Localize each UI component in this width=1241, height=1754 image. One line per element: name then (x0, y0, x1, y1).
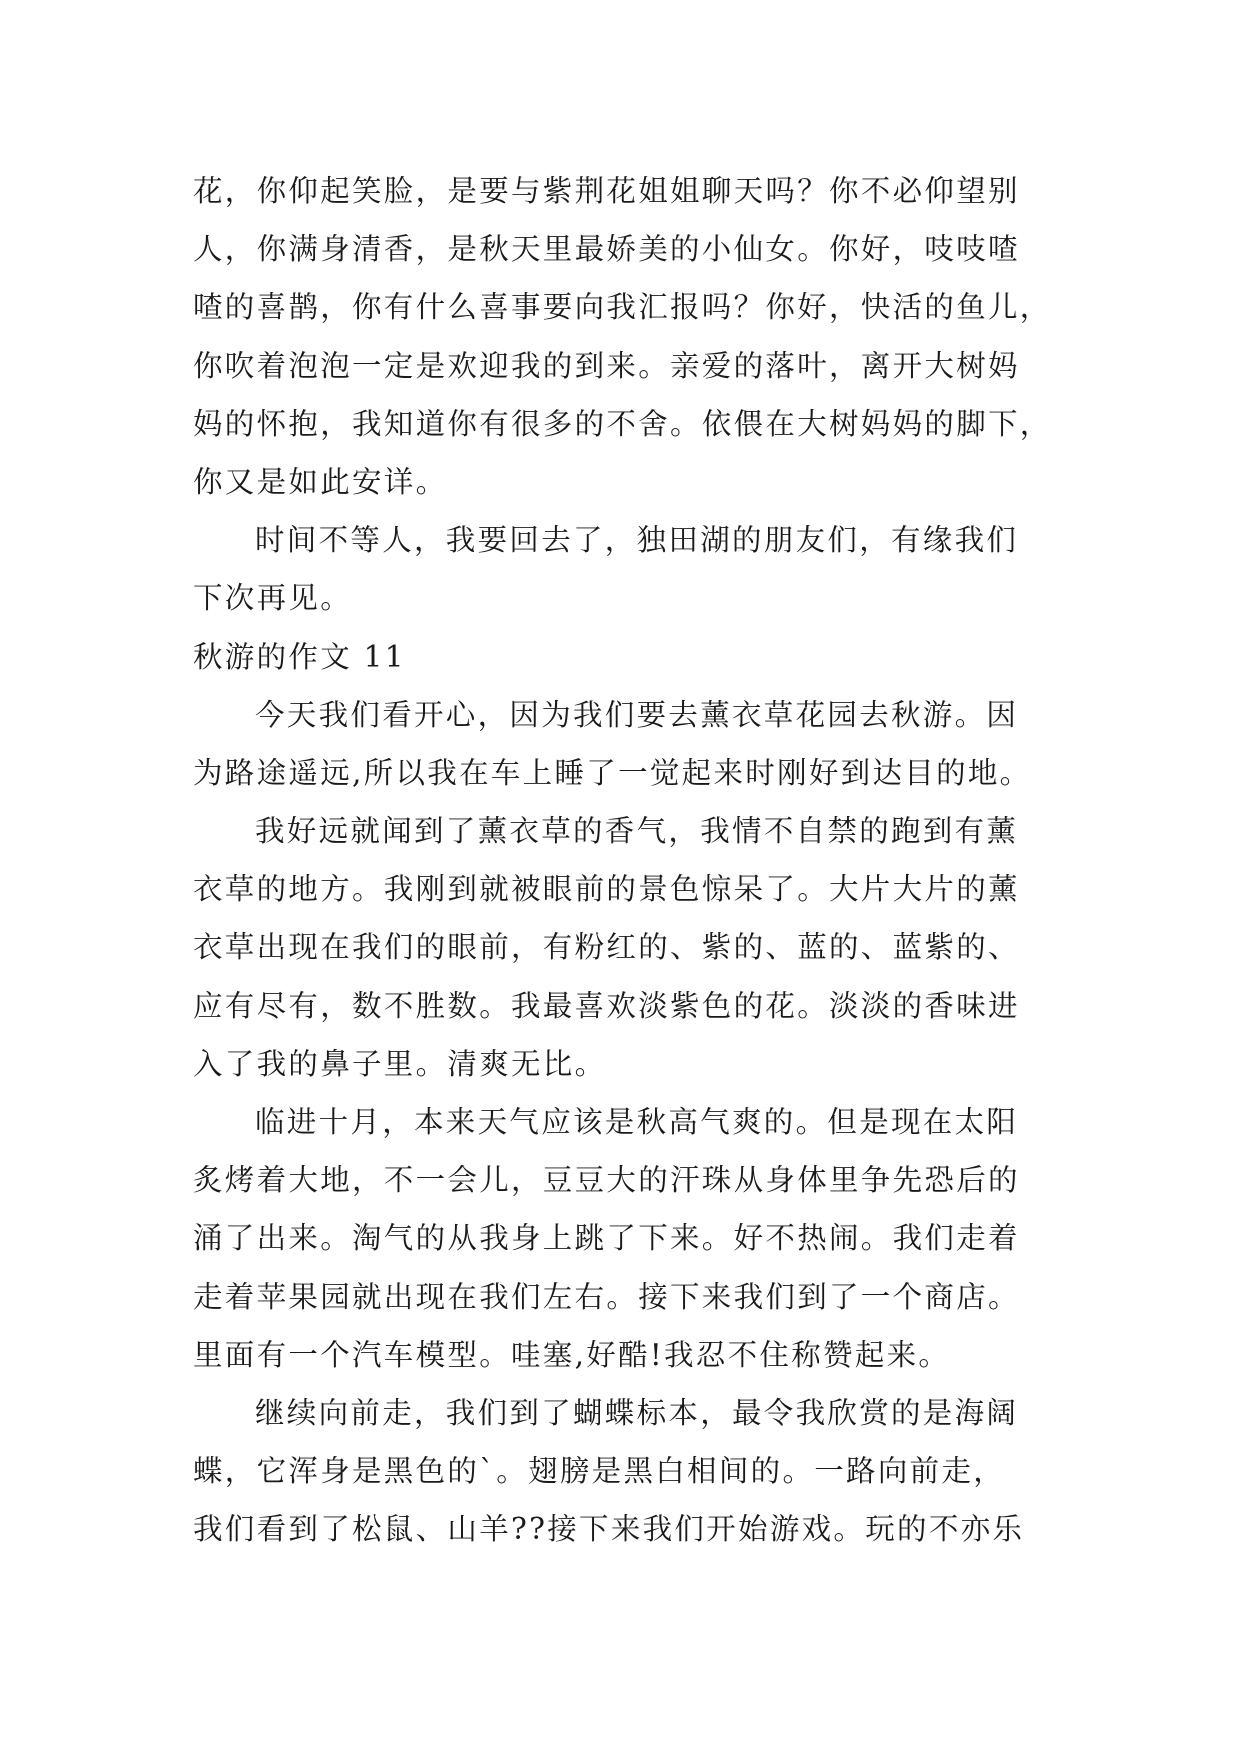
text-line: 入了我的鼻子里。清爽无比。 (193, 1046, 607, 1081)
text-line: 我们看到了松鼠、山羊??接下来我们开始游戏。玩的不亦乐 (193, 1512, 1025, 1547)
text-line: 蝶，它浑身是黑色的`。翅膀是黑白相间的。一路向前走， (193, 1454, 1006, 1489)
text-line: 你又是如此安详。 (193, 464, 448, 499)
text-line: 我好远就闻到了薰衣草的香气，我情不自禁的跑到有薰 (255, 814, 1019, 849)
text-line: 涌了出来。淘气的从我身上跳了下来。好不热闹。我们走着 (193, 1221, 1020, 1256)
text-line: 走着苹果园就出现在我们左右。接下来我们到了一个商店。 (193, 1279, 1020, 1314)
text-line: 衣草的地方。我刚到就被眼前的景色惊呆了。大片大片的薰 (193, 872, 1020, 907)
text-line: 你吹着泡泡一定是欢迎我的到来。亲爱的落叶，离开大树妈 (193, 348, 1020, 383)
text-line: 继续向前走，我们到了蝴蝶标本，最令我欣赏的是海阔 (255, 1395, 1019, 1430)
text-line: 人，你满身清香，是秋天里最娇美的小仙女。你好，吱吱喳 (193, 232, 1020, 267)
text-line: 时间不等人，我要回去了，独田湖的朋友们，有缘我们 (255, 523, 1019, 558)
text-line: 花，你仰起笑脸，是要与紫荆花姐姐聊天吗？你不必仰望别 (193, 174, 1020, 208)
section-heading: 秋游的作文 11 (193, 639, 406, 674)
text-line: 今天我们看开心，因为我们要去薰衣草花园去秋游。因 (255, 697, 1019, 732)
text-line: 衣草出现在我们的眼前，有粉红的、紫的、蓝的、蓝紫的、 (193, 930, 1020, 965)
text-line: 妈的怀抱，我知道你有很多的不舍。依偎在大树妈妈的脚下， (193, 406, 1052, 441)
text-line: 为路途遥远,所以我在车上睡了一觉起来时刚好到达目的地。 (193, 755, 1032, 790)
text-line: 下次再见。 (193, 581, 353, 616)
text-line: 里面有一个汽车模型。哇塞,好酷!我忍不住称赞起来。 (193, 1337, 951, 1372)
text-line: 炙烤着大地，不一会儿，豆豆大的汗珠从身体里争先恐后的 (193, 1163, 1020, 1198)
essay-text (193, 162, 1063, 1559)
text-line: 喳的喜鹊，你有什么喜事要向我汇报吗？你好，快活的鱼儿， (193, 290, 1052, 325)
text-line: 应有尽有，数不胜数。我最喜欢淡紫色的花。淡淡的香味进 (193, 988, 1020, 1023)
text-line: 临进十月，本来天气应该是秋高气爽的。但是现在太阳 (255, 1105, 1019, 1139)
